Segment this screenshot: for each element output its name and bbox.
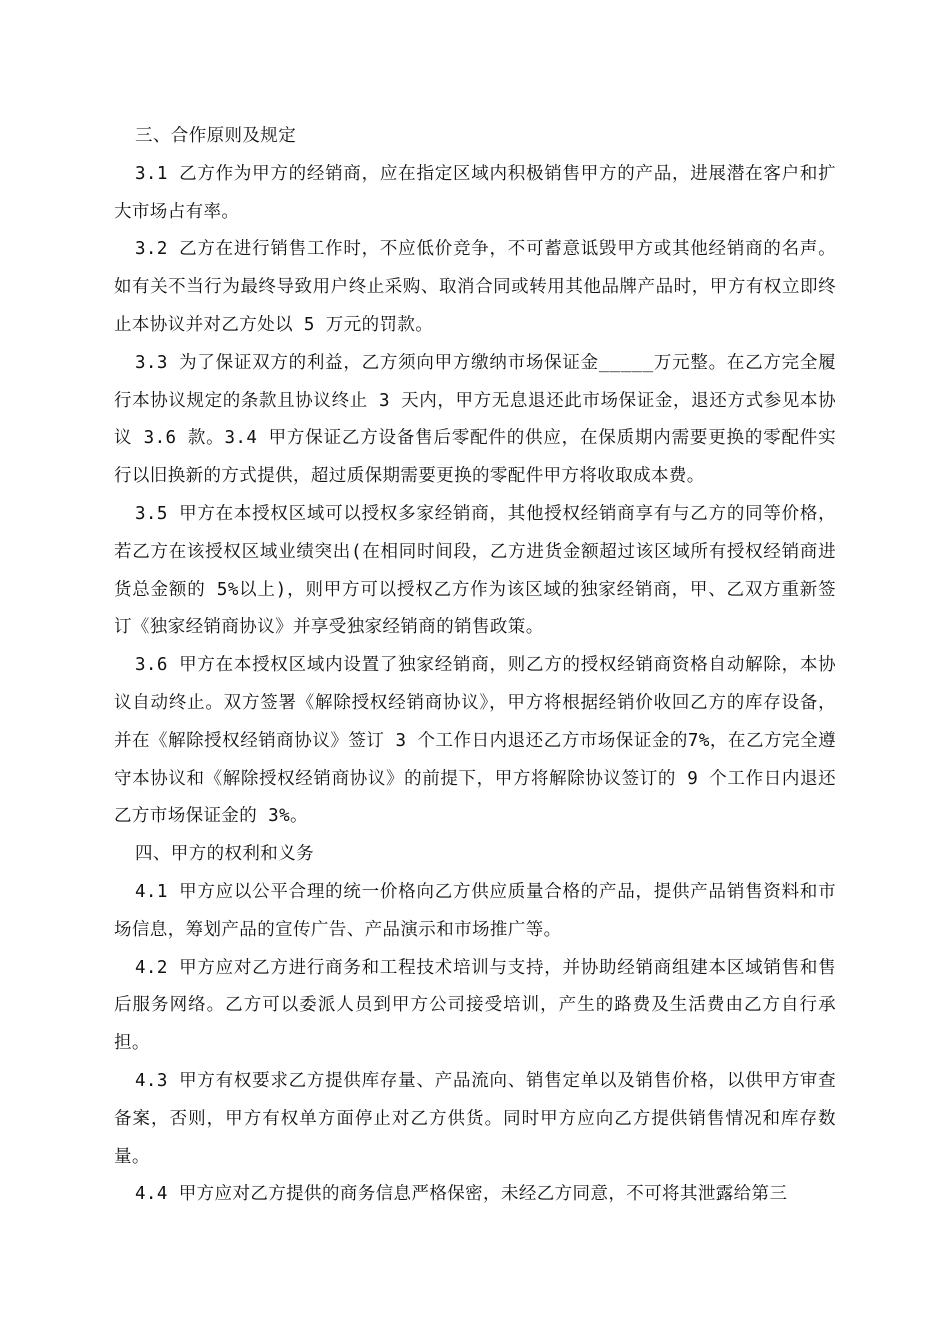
section-heading-3: 三、合作原则及规定 [135, 126, 297, 146]
clause-4-1: 4.1 甲方应以公平合理的统一价格向乙方供应质量合格的产品，提供产品销售资料和市场信息，筹划产品的宣传广告、产品演示和市场推广等。 [114, 881, 836, 940]
clause-3-2: 3.2 乙方在进行销售工作时，不应低价竞争，不可蓄意诋毁甲方或其他经销商的名声。如有关不当行为最终导致用户终止采购、取消合同或转用其他品牌产品时，甲方有权立即终止本协议并对乙方处以 5 万元的罚款。 [114, 239, 836, 335]
clause-4-2: 4.2 甲方应对乙方进行商务和工程技术培训与支持，并协助经销商组建本区域销售和售后服务网络。乙方可以委派人员到甲方公司接受培训，产生的路费及生活费由乙方自行承担。 [114, 957, 836, 1054]
document-body [114, 118, 836, 1214]
clause-3-1: 3.1 乙方作为甲方的经销商，应在指定区域内积极销售甲方的产品，进展潜在客户和扩大市场占有率。 [114, 163, 836, 222]
clause-3-6: 3.6 甲方在本授权区域内设置了独家经销商，则乙方的授权经销商资格自动解除，本协议自动终止。双方签署《解除授权经销商协议》，甲方将根据经销价收回乙方的库存设备，并在《解除授权经销商协议》签订 3 个工作日内退还乙方市场保证金的7%，在乙方完全遵守本协议和《解除授权经销商协议》的前提下，甲方将解除协议签订的 9 个工作日内退还乙方市场保证金的 3%。 [114, 655, 836, 827]
clause-3-5: 3.5 甲方在本授权区域可以授权多家经销商，其他授权经销商享有与乙方的同等价格，若乙方在该授权区域业绩突出(在相同时间段，乙方进货金额超过该区域所有授权经销商进货总金额的 5%以上)，则甲方可以授权乙方作为该区域的独家经销商，甲、乙双方重新签订《独家经销商协议》并享受独家经销商的销售政策。 [114, 503, 836, 638]
clause-4-3: 4.3 甲方有权要求乙方提供库存量、产品流向、销售定单以及销售价格，以供甲方审查备案，否则，甲方有权单方面停止对乙方供货。同时甲方应向乙方提供销售情况和库存数量。 [114, 1070, 836, 1167]
clause-4-4: 4.4 甲方应对乙方提供的商务信息严格保密，未经乙方同意，不可将其泄露给第三 [135, 1184, 788, 1205]
section-heading-4: 四、甲方的权利和义务 [135, 844, 314, 865]
clause-3-3: 3.3 为了保证双方的利益，乙方须向甲方缴纳市场保证金_____万元整。在乙方完全履行本协议规定的条款且协议终止 3 天内，甲方无息退还此市场保证金，退还方式参见本协议 3.6 款。3.4 甲方保证乙方设备售后零配件的供应，在保质期内需要更换的零配件实行以旧换新的方式提供，超过质保期需要更换的零配件甲方将收取成本费。 [114, 352, 836, 487]
